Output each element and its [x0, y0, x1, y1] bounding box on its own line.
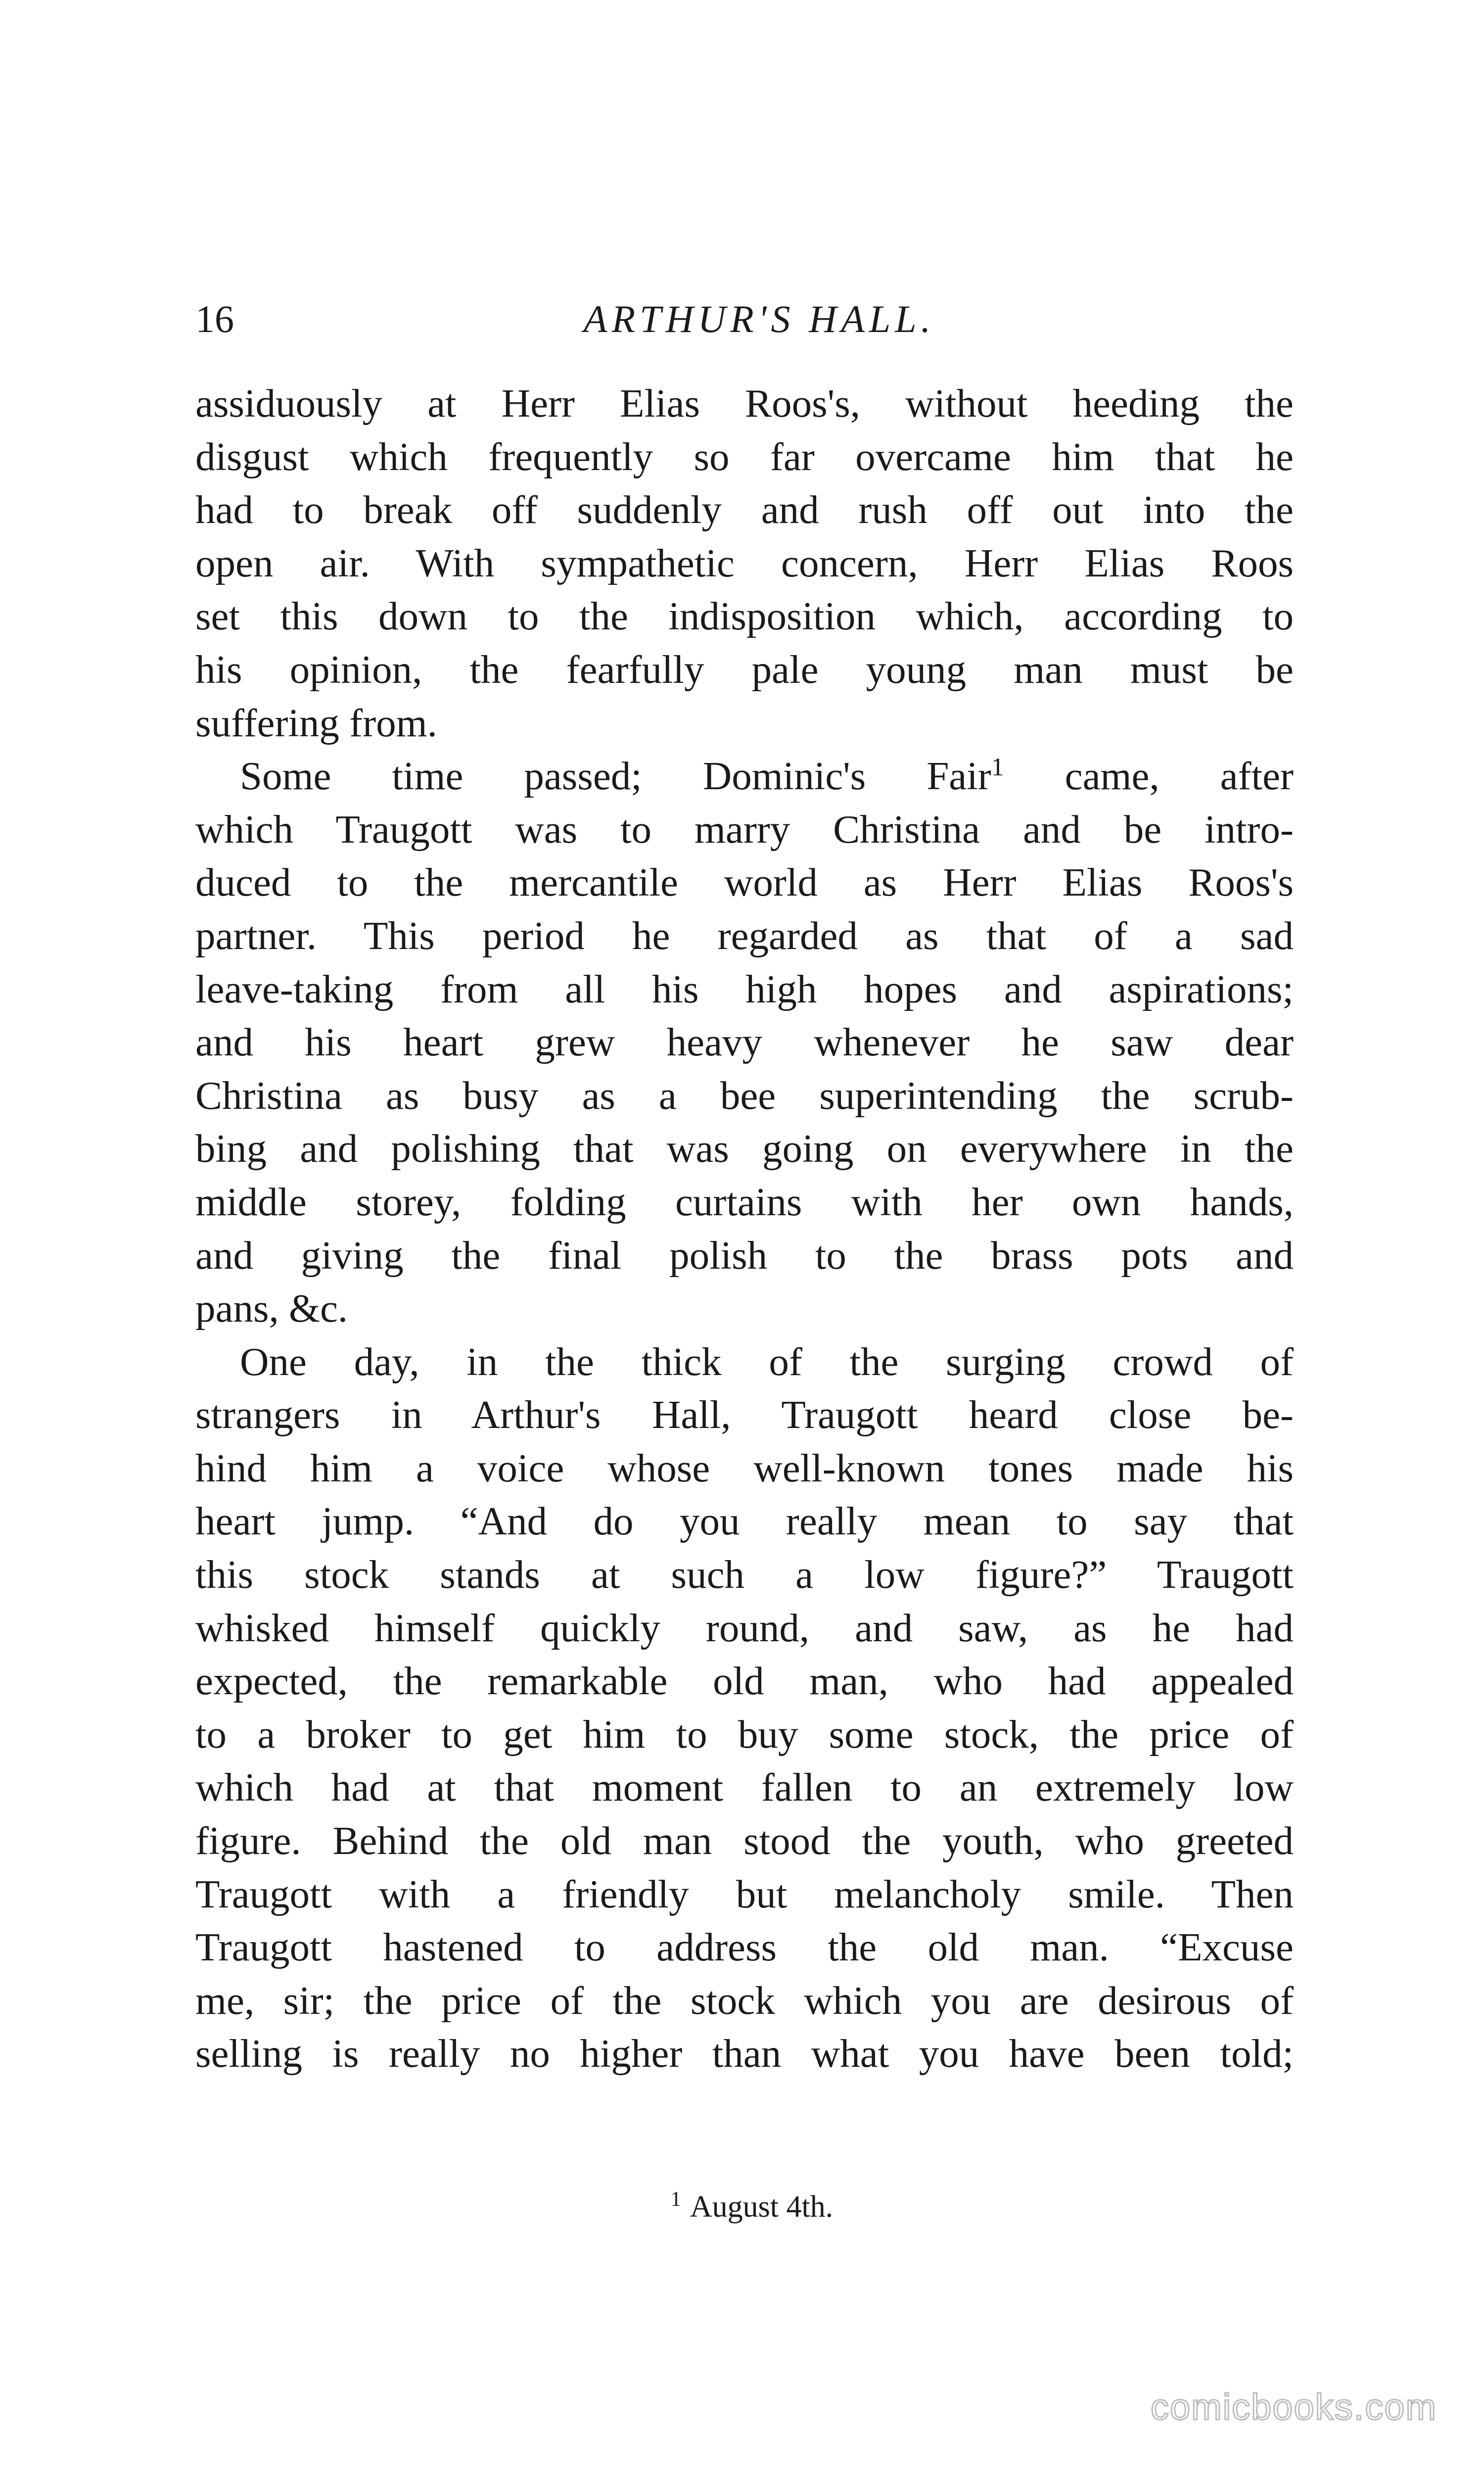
body-text	[195, 377, 1294, 2081]
text-line: his opinion, the fearfully pale young man must be	[195, 647, 1294, 692]
footnote-marker: 1	[670, 2188, 681, 2211]
footnote-text: August 4th.	[690, 2190, 834, 2224]
text-line: leave-taking from all his high hopes and aspirations;	[195, 966, 1294, 1011]
footnote	[0, 2185, 1484, 2229]
text-line: which had at that moment fallen to an extremely low	[195, 1765, 1294, 1810]
text-line-with-footnote	[195, 750, 1294, 803]
text-line: to a broker to get him to buy some stock, the price of	[195, 1712, 1294, 1757]
text-line: suffering from.	[195, 700, 437, 745]
text-line: hind him a voice whose well-known tones made his	[195, 1445, 1294, 1490]
text-segment: came, after	[1004, 754, 1294, 799]
text-line: expected, the remarkable old man, who had appealed	[195, 1659, 1294, 1704]
text-line: this stock stands at such a low figure?” Traugott	[195, 1552, 1294, 1597]
text-segment: Some time passed; Dominic's Fair	[240, 754, 991, 799]
text-line: and his heart grew heavy whenever he saw dear	[195, 1020, 1294, 1065]
text-line: disgust which frequently so far overcame him that he	[195, 434, 1294, 479]
text-line: whisked himself quickly round, and saw, as he had	[195, 1605, 1294, 1650]
text-line: bing and polishing that was going on everywhere in the	[195, 1126, 1294, 1171]
text-line: set this down to the indisposition which, according to	[195, 594, 1294, 639]
watermark: comicbooks.com	[1150, 2386, 1437, 2427]
text-line: One day, in the thick of the surging crowd of	[240, 1339, 1294, 1384]
text-line: figure. Behind the old man stood the youth, who greeted	[195, 1818, 1294, 1863]
text-line: heart jump. “And do you really mean to say that	[195, 1499, 1294, 1544]
text-line: me, sir; the price of the stock which you are desirous of	[195, 1978, 1294, 2023]
text-line: partner. This period he regarded as that of a sad	[195, 913, 1294, 958]
text-line: Traugott with a friendly but melancholy smile. Then	[195, 1871, 1294, 1916]
text-line: duced to the mercantile world as Herr Elias Roos's	[195, 860, 1294, 905]
text-line: middle storey, folding curtains with her own hands,	[195, 1179, 1294, 1224]
text-line: pans, &c.	[195, 1286, 348, 1331]
text-line: Traugott hastened to address the old man. “Excuse	[195, 1925, 1294, 1970]
text-line: and giving the final polish to the brass pots and	[195, 1233, 1294, 1278]
footnote-reference: 1	[991, 753, 1004, 782]
page-header	[195, 292, 1294, 346]
text-line: selling is really no higher than what you have been told;	[195, 2031, 1294, 2076]
text-line: open air. With sympathetic concern, Herr Elias Roos	[195, 540, 1294, 585]
text-line: assiduously at Herr Elias Roos's, without heeding the	[195, 381, 1294, 426]
text-line: had to break off suddenly and rush off out into the	[195, 487, 1294, 532]
text-line: strangers in Arthur's Hall, Traugott heard close be-	[195, 1392, 1294, 1437]
running-head: ARTHUR'S HALL.	[583, 297, 935, 340]
page-number: 16	[195, 297, 234, 340]
text-line: Christina as busy as a bee superintending the scrub-	[195, 1073, 1294, 1118]
text-line: which Traugott was to marry Christina and be intro-	[195, 807, 1294, 852]
